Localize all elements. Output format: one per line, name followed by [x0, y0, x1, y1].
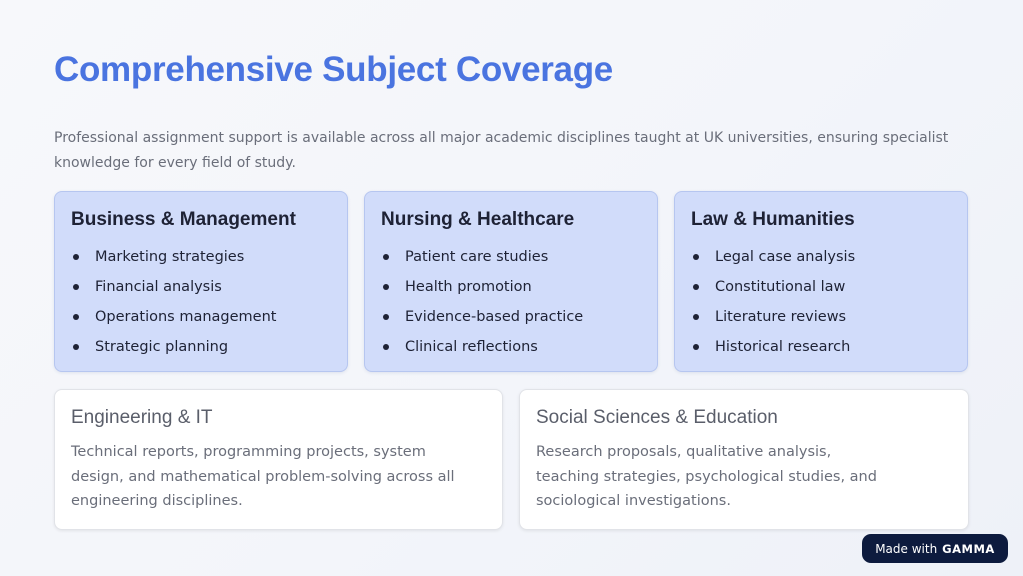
list-item: Financial analysis: [71, 272, 276, 302]
bullet-list: [691, 242, 855, 362]
list-item: Evidence-based practice: [381, 302, 583, 332]
card-body: Research proposals, qualitative analysis, teaching strategies, psychological studies, and sociological investigations.: [536, 444, 877, 509]
gamma-logo: GAMMA: [942, 541, 995, 556]
list-item: Literature reviews: [691, 302, 855, 332]
card-business-management: [54, 191, 348, 372]
list-item: Clinical reflections: [381, 332, 583, 362]
bullet-list: [71, 242, 276, 362]
bullet-icon: [73, 314, 79, 320]
bullet-icon: [383, 254, 389, 260]
card-title: Law & Humanities: [691, 209, 855, 230]
page-subtitle: Professional assignment support is available across all major academic disciplines taught at UK universities, ensuring specialist knowledge for every field of study.: [54, 130, 949, 171]
badge-prefix: Made with: [875, 541, 938, 556]
bullet-icon: [73, 344, 79, 350]
bullet-icon: [693, 254, 699, 260]
card-law-humanities: [674, 191, 968, 372]
list-item: Marketing strategies: [71, 242, 276, 272]
list-item: Legal case analysis: [691, 242, 855, 272]
card-nursing-healthcare: [364, 191, 658, 372]
card-social-sciences-education: [519, 389, 969, 530]
bullet-icon: [693, 284, 699, 290]
bullet-icon: [693, 344, 699, 350]
bullet-icon: [693, 314, 699, 320]
page-title: Comprehensive Subject Coverage: [54, 50, 613, 89]
list-item: Historical research: [691, 332, 855, 362]
card-body: Technical reports, programming projects, system design, and mathematical problem-solving across all engineering disciplines.: [71, 444, 455, 509]
list-item: Health promotion: [381, 272, 583, 302]
made-with-gamma-badge[interactable]: [862, 534, 1008, 563]
card-title: Engineering & IT: [71, 407, 213, 428]
card-engineering-it: [54, 389, 503, 530]
bullet-icon: [73, 254, 79, 260]
list-item: Patient care studies: [381, 242, 583, 272]
card-title: Business & Management: [71, 209, 296, 230]
card-title: Social Sciences & Education: [536, 407, 778, 428]
bullet-list: [381, 242, 583, 362]
bullet-icon: [383, 314, 389, 320]
list-item: Constitutional law: [691, 272, 855, 302]
list-item: Strategic planning: [71, 332, 276, 362]
bullet-icon: [383, 284, 389, 290]
bullet-icon: [73, 284, 79, 290]
card-title: Nursing & Healthcare: [381, 209, 575, 230]
list-item: Operations management: [71, 302, 276, 332]
bullet-icon: [383, 344, 389, 350]
